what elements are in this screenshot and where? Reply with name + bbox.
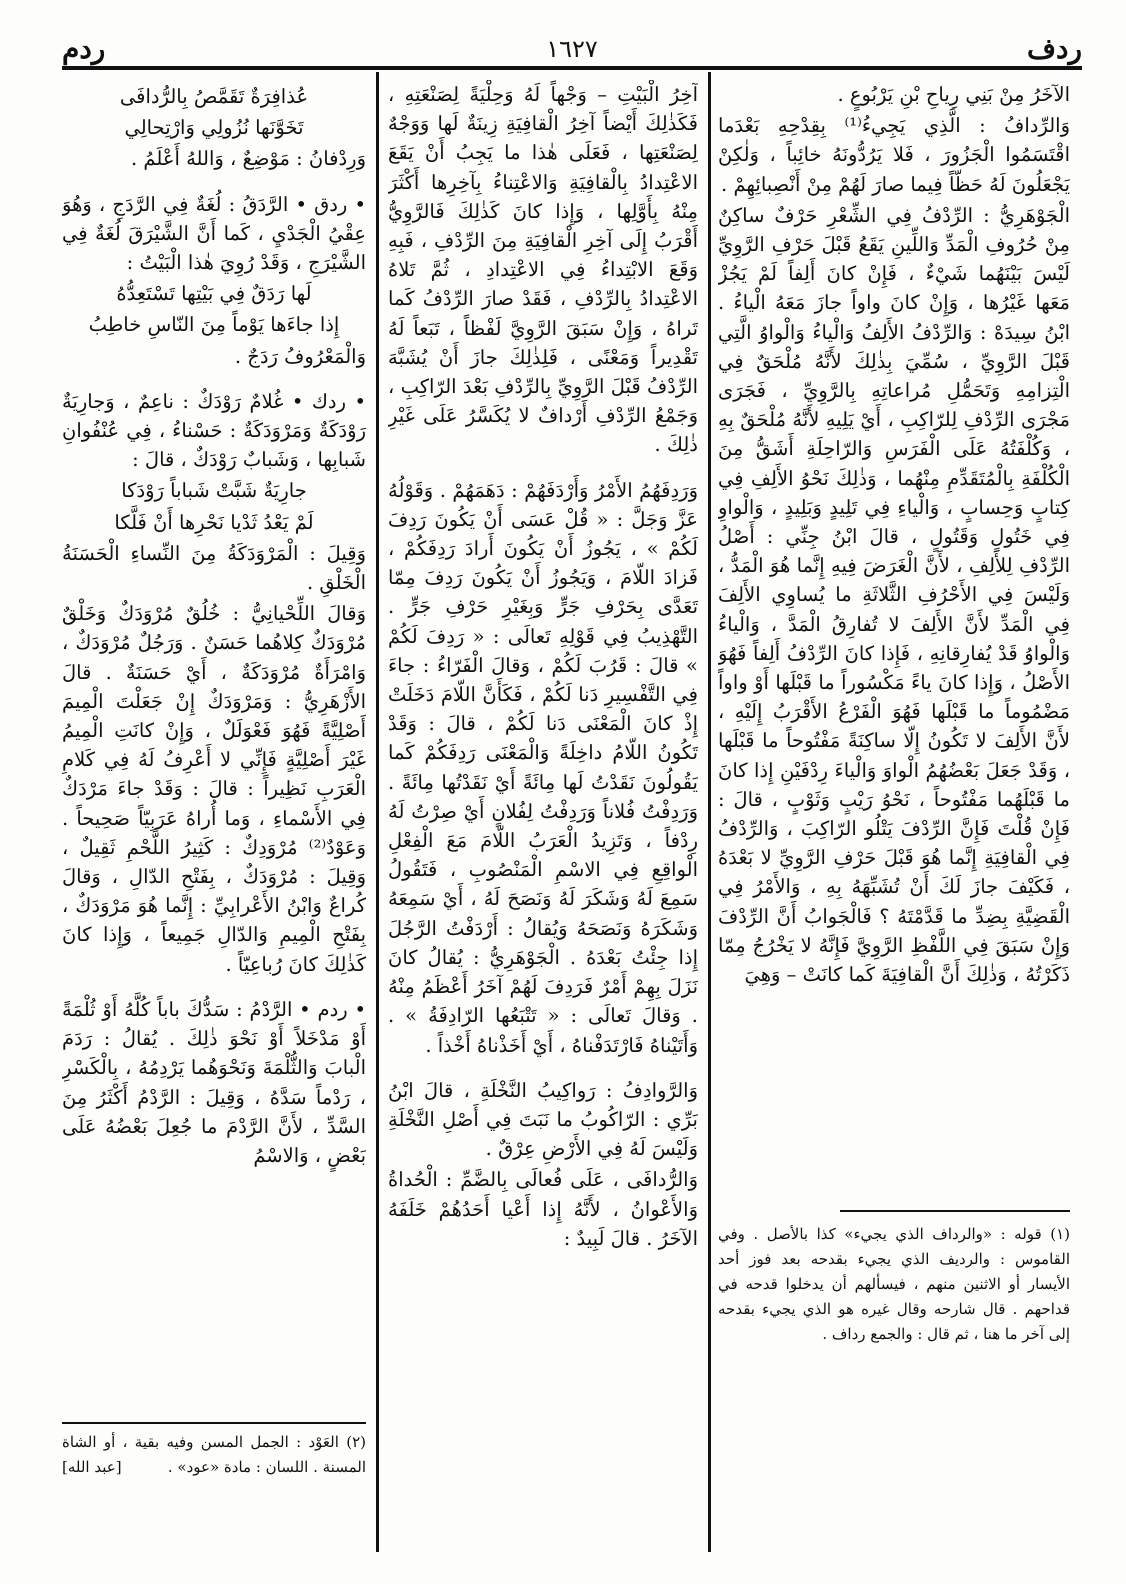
footnote-body: (٢) العَوْد : الجمل المسن وفيه بقية ، أو الشاة المسنة . اللسان : مادة «عود» . [62, 1433, 366, 1476]
column-divider-left [376, 72, 379, 1552]
header-root-right: ردف [1026, 32, 1082, 65]
verse-line: عُذافِرَةٌ تَقَمَّصُ بِالرُّدافَى [119, 85, 309, 108]
footnote-1 [718, 1222, 1070, 1442]
footnote-2 [62, 1430, 366, 1540]
footnote-text [62, 1430, 366, 1480]
column-divider-right [708, 72, 711, 1552]
paragraph: وَالْمَعْرُوفُ رَدَجٌ . [234, 344, 366, 368]
column-left [62, 80, 366, 1410]
header-rule [62, 66, 1082, 70]
page-header [62, 30, 1082, 68]
paragraph: وَالرَّوادِفُ : رَواكِيبُ النَّخْلَةِ ، قالَ ابْنُ بَرِّي : الرّاكُوبُ ما نَبَتَ فِي أَصْلِ النَّخْلَةِ وَلَيْسَ لَهُ فِي الأَرْضِ عِرْقٌ . [388, 1078, 698, 1161]
paragraph: وَقِيلَ : الْمَرْوَدَكَةُ مِنَ النِّساءِ الْحَسَنَةُ الْخَلْقِ . [62, 541, 366, 595]
verse-line: لَمْ يَعْدُ ثَدْيا نَحْرِها أَنْ فَلَّكا [114, 510, 314, 534]
paragraph: الآخَرُ مِنْ بَنِي رِياحِ بْنِ يَرْبُوعٍ . [837, 83, 1070, 106]
header-root-left: ردم [62, 32, 106, 65]
paragraph: وَرِدْفانُ : مَوْضِعٌ ، وَاللهُ أَعْلَمُ . [131, 147, 366, 171]
paragraph: آخِرُ الْبَيْتِ – وَجْهاً لَهُ وَحِلْيَةً لِصَنْعَتِهِ ، فَكَذٰلِكَ أَيْضاً آخِرُ الْقافِيَةِ زِينَةٌ لَها وَوَجْهٌ لِصَنْعَتِها ، فَعَلَى هٰذا ما يَجِبُ أَنْ يَقَعَ الاعْتِدادُ بِالْقافِيَةِ وَالاعْتِناءُ بِآخِرِها أَكْثَرَ مِنْهُ بِأَوَّلِها ، وَإِذا كانَ كَذٰلِكَ فَالرَّوِيُّ أَقْرَبُ إِلَى آخِرِ الْقافِيَةِ مِنَ الرِّدْفِ ، فَبِهِ وَقَعَ الابْتِداءُ فِي الاعْتِدادِ ، ثُمَّ تَلاهُ الاعْتِدادُ بِالرِّدْفِ ، فَقَدْ صارَ الرِّدْفُ كَما تَراهُ ، وَإِنْ سَبَقَ الرَّوِيَّ لَفْظاً ، تَبَعاً لَهُ تَقْدِيراً وَمَعْنًى ، فَلِذٰلِكَ جازَ أَنْ يُشَبَّهَ الرِّدْفُ قَبْلَ الرَّوِيِّ بِالرِّدْفِ بَعْدَ الرّاكِبِ ، وَجَمْعُ الرِّدْفِ أَرْدافٌ لا يُكَسَّرُ عَلَى غَيْرِ ذٰلِكَ . [388, 83, 698, 457]
column-middle [388, 80, 698, 1540]
entry-radq: • ردق • الرَّدَقُ : لُغَةٌ فِي الرَّدَجِ ، وَهُوَ عِقْيُ الْجَدْيِ ، كَما أَنَّ الشَّيْرَقَ لُغَةٌ فِي الشَّيْرَجِ ، وَقَدْ رُوِيَ هٰذا الْبَيْتُ : [62, 192, 366, 275]
verse-line: جارِيَةٌ شَبَّتْ شَباباً رَوْدَكا [121, 479, 307, 503]
paragraph: وَرَدِفَهُمُ الأَمْرُ وَأَرْدَفَهُمْ : دَهَمَهُمْ . وَقَوْلُهُ عَزَّ وَجَلَّ : « قُلْ عَسَى أَنْ يَكُونَ رَدِفَ لَكُمْ » ، يَجُوزُ أَنْ يَكُونَ أَرادَ رَدِفَكُمْ ، فَزادَ اللّامَ ، وَيَجُوزُ أَنْ يَكُونَ رَدِفَ مِمّا تَعَدَّى بِحَرْفِ جَرٍّ وَبِغَيْرِ حَرْفِ جَرٍّ . التَّهْذِيبُ فِي قَوْلِهِ تَعالَى : « رَدِفَ لَكُمْ » قالَ : قَرُبَ لَكُمْ ، وَقالَ الْفَرّاءُ : جاءَ فِي التَّفْسِيرِ دَنا لَكُمْ ، فَكَأَنَّ اللّامَ دَخَلَتْ إِذْ كانَ الْمَعْنَى دَنا لَكُمْ ، قالَ : وَقَدْ تَكُونُ اللّامُ داخِلَةً وَالْمَعْنَى رَدِفَكُمْ كَما يَقُولُونَ نَقَدْتُ لَها مِائَةً أَيْ نَقَدْتُها مِائَةً . وَرَدِفْتُ فُلاناً وَرَدِفْتُ لِفُلانٍ أَيْ صِرْتُ لَهُ رِدْفاً ، وَتَزِيدُ الْعَرَبُ اللّامَ مَعَ الْفِعْلِ الْواقِعِ فِي الاسْمِ الْمَنْصُوبِ ، فَتَقُولُ سَمِعَ لَهُ وَشَكَرَ لَهُ وَنَصَحَ لَهُ ، أَيْ سَمِعَهُ وَشَكَرَهُ وَنَصَحَهُ وَيُقالُ : أَرْدَفْتُ الرَّجُلَ إِذا جِئْتُ بَعْدَهُ . الْجَوْهَرِيُّ : يُقالُ كانَ نَزَلَ بِهِمْ أَمْرٌ فَرَدِفَ لَهُمْ آخَرُ أَعْظَمُ مِنْهُ . وَقالَ تَعالَى : « تَتْبَعُها الرّادِفَةُ » . وَأَتَيْناهُ فَارْتَدَفْناهُ ، أَيْ أَخَذْناهُ أَخْذاً . [388, 478, 698, 1057]
paragraph: وَقالَ اللِّحْيانِيُّ : خُلُقٌ مُرْوَدَكٌ وَخَلْقٌ مُرْوَدَكٌ كِلاهُما حَسَنٌ . وَرَجُلٌ مُرْوَدَكٌ ، وَامْرَأَةٌ مُرْوَدَكَةٌ ، أَيْ حَسَنَةٌ . قالَ الأَزْهَرِيُّ : وَمَرْوَدَكٌ إِنْ جَعَلْتَ الْمِيمَ أَصْلِيَّةً فَهُوَ فَعْوَلَلٌ ، وَإِنْ كانَتِ الْمِيمُ غَيْرَ أَصْلِيَّةٍ فَإِنِّي لا أَعْرِفُ لَهُ فِي كَلامِ الْعَرَبِ نَظِيراً : قالَ : وَقَدْ جاءَ مَرْدَكٌ فِي الأَسْماءِ ، وَما أُراهُ عَرَبِيّاً صَحِيحاً . وَعَوْدٌ⁽²⁾ مُرْوَدِكٌ : كَثِيرُ اللَّحْمِ ثَقِيلٌ ، وَقِيلَ : مُرْوَدَكٌ ، بِفَتْحِ الدّالِ ، وَقالَ كُراعٌ وَابْنُ الأَعْرابِيِّ : إِنَّما هُوَ مَرْوَدَكٌ ، بِفَتْحِ الْمِيمِ وَالدّالِ جَمِيعاً ، وَإِذا كانَ كَذٰلِكَ كانَ رُباعِيّاً . [62, 602, 366, 976]
verse-line: تَخَوَّنَها نُزُولِي وَارْتِحالِي [124, 116, 304, 140]
footnote-text: (١) قوله : «والرداف الذي يجيء» كذا بالأصل . وفي القاموس : والرديف الذي يجيء بقدحه بعد فوز أحد الأيسار أو الاثنين منهم ، فيسألهم أن يدخلوا قدحه في قداحهم . قال شارحه وقال غيره هو الذي يجيء بقدحه إلى آخر ما هنا ، ثم قال : والجمع رداف . [718, 1225, 1070, 1343]
footnote-rule-right [840, 1210, 1070, 1212]
verse-line: لَها رَدَقٌ فِي بَيْتِها تَسْتَعِدُّهُ [116, 282, 312, 306]
entry-radak: • ردك • غُلامٌ رَوْدَكٌ : ناعِمٌ ، وَجارِيَةٌ رَوْدَكَةٌ وَمَرْوَدَكَةٌ : حَسْناءُ ، فِي عُنْفُوانِ شَبابِها ، وَشَبابٌ رَوْدَكٌ ، قالَ : [62, 389, 366, 472]
paragraph: وَالرِّدافُ : الَّذِي يَجِيءُ⁽¹⁾ بِقِدْحِهِ بَعْدَما اقْتَسَمُوا الْجَزُورَ ، فَلا يَرُدُّونَهُ خائِباً ، وَلٰكِنْ يَجْعَلُونَ لَهُ حَظّاً فِيما صارَ لَهُمْ مِنْ أَنْصِبائِهِمْ . [718, 114, 1070, 196]
verse-line: إِذا جاءَها يَوْماً مِنَ النّاسِ خاطِبُ [88, 313, 340, 337]
entry-radm: • ردم • الرَّدْمُ : سَدُّكَ باباً كُلَّهُ أَوْ ثُلْمَةً أَوْ مَدْخَلاً أَوْ نَحْوَ ذٰلِكَ . يُقالُ : رَدَمَ الْبابَ وَالثُّلْمَةَ وَنَحْوَهُما يَرْدِمُهُ ، بِالْكَسْرِ ، رَدْماً سَدَّهُ ، وَقِيلَ : الرَّدْمُ أَكْثَرُ مِنَ السَّدِّ ، لأَنَّ الرَّدْمَ ما جُعِلَ بَعْضُهُ عَلَى بَعْضٍ ، وَالاسْمُ [62, 997, 366, 1167]
paragraph: وَالرُّدافَى ، عَلَى فُعالَى بِالضَّمِّ : الْحُداةُ وَالأَعْوانُ ، لأَنَّهُ إِذا أَعْيا أَحَدُهُمْ خَلَفَهُ الآخَرُ . قالَ لَبِيدٌ : [388, 1168, 698, 1250]
footnote-rule-left [62, 1422, 366, 1424]
editor-mark: [عبد الله] [62, 1458, 122, 1476]
column-right [718, 80, 1070, 1200]
paragraph: الْجَوْهَرِيُّ : الرِّدْفُ فِي الشِّعْرِ حَرْفٌ ساكِنٌ مِنْ حُرُوفِ الْمَدِّ وَاللِّينِ يَقَعُ قَبْلَ حَرْفِ الرَّوِيِّ لَيْسَ بَيْنَهُما شَيْءٌ ، فَإِنْ كانَ أَلِفاً لَمْ يَجُزْ مَعَها غَيْرُها ، وَإِنْ كانَ واواً جازَ مَعَهُ الْياءُ . ابْنُ سِيدَهْ : وَالرِّدْفُ الأَلِفُ وَالْياءُ وَالْواوُ الَّتِي قَبْلَ الرَّوِيِّ ، سُمِّيَ بِذٰلِكَ لأَنَّهُ مُلْحَقٌ فِي الْتِزامِهِ وَتَحَمُّلِ مُراعاتِهِ بِالرَّوِيِّ ، فَجَرَى مَجْرَى الرِّدْفِ لِلرّاكِبِ ، أَيْ يَلِيهِ لأَنَّهُ مُلْحَقٌ بِهِ ، وَكُلْفَتُهُ عَلَى الْفَرَسِ وَالرّاحِلَةِ أَشَقُّ مِنَ الْكُلْفَةِ بِالْمُتَقَدِّمِ مِنْهُما ، وَذٰلِكَ نَحْوُ الأَلِفِ فِي كِتابٍ وَحِسابٍ ، وَالْياءِ فِي تَلِيدٍ وَبَلِيدٍ ، وَالْواوِ فِي خَتُولٍ وَقَتُولٍ ، قالَ ابْنُ جِنِّي : أَصْلُ الرِّدْفِ لِلأَلِفِ ، لأَنَّ الْغَرَضَ فِيهِ إِنَّما هُوَ الْمَدُّ ، وَلَيْسَ فِي الأَحْرُفِ الثَّلاثَةِ ما يُساوِي الأَلِفَ فِي الْمَدِّ لأَنَّ الأَلِفَ لا تُفارِقُ الْمَدَّ ، وَالْياءُ وَالْواوُ قَدْ يُفارِقانِهِ ، فَإِذا كانَ الرِّدْفُ أَلِفاً فَهُوَ الأَصْلُ ، وَإِذا كانَ ياءً مَكْسُوراً ما قَبْلَها أَوْ واواً مَضْمُوماً ما قَبْلَها فَهُوَ الْفَرْعُ الأَقْرَبُ إِلَيْهِ ، لأَنَّ الأَلِفَ لا تَكُونُ إِلّا ساكِنَةً مَفْتُوحاً ما قَبْلَها ، وَقَدْ جَعَلَ بَعْضُهُمُ الْواوَ وَالْياءَ رِدْفَيْنِ إِذا كانَ ما قَبْلَهُما مَفْتُوحاً ، نَحْوُ رَيْبٍ وَثَوْبٍ ، قالَ : فَإِنْ قُلْتَ فَإِنَّ الرِّدْفَ يَتْلُو الرّاكِبَ ، وَالرِّدْفُ فِي الْقافِيَةِ إِنَّما هُوَ قَبْلَ حَرْفِ الرَّوِيِّ لا بَعْدَهُ ، فَكَيْفَ جازَ لَكَ أَنْ تُشَبِّهَهُ بِهِ ، وَالأَمْرُ فِي الْقَضِيَّةِ بِضِدِّ ما قَدَّمْتَهُ ؟ فَالْجَوابُ أَنَّ الرِّدْفَ وَإِنْ سَبَقَ فِي اللَّفْظِ الرَّوِيَّ فَإِنَّهُ لا يَخْرُجُ مِمّا ذَكَرْتُهُ ، وَذٰلِكَ أَنَّ الْقافِيَةَ كَما كانَتْ – وَهِيَ [718, 203, 1070, 987]
page-number: ١٦٢٧ [546, 35, 598, 63]
